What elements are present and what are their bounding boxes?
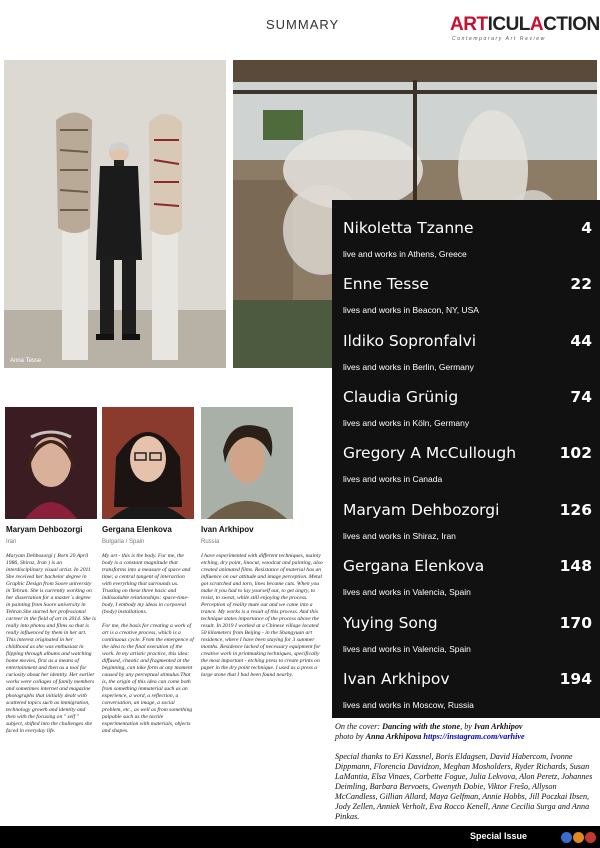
index-page-number: 4 xyxy=(581,219,592,237)
index-artist-location: live and works in Athens, Greece xyxy=(343,249,467,259)
index-entry[interactable] xyxy=(343,501,595,541)
index-artist-location: lives and works in Canada xyxy=(343,474,443,484)
portrait-illustration xyxy=(5,407,97,519)
index-entry[interactable] xyxy=(343,444,595,484)
index-page-number: 44 xyxy=(570,332,592,350)
index-entry[interactable] xyxy=(343,275,595,315)
magazine-logo[interactable]: ARTICULACTION xyxy=(450,14,600,35)
index-entry[interactable] xyxy=(343,614,595,654)
artist-name: Maryam Dehbozorgi xyxy=(6,525,83,534)
index-page-number: 74 xyxy=(570,388,592,406)
index-artist-location: lives and works in Valencia, Spain xyxy=(343,587,471,597)
index-artist-name[interactable]: Ivan Arkhipov xyxy=(343,670,450,688)
photo-caption: Anna Tesse xyxy=(10,358,42,364)
index-entry[interactable] xyxy=(343,219,595,259)
portrait-illustration xyxy=(102,407,194,519)
index-page-number: 102 xyxy=(559,444,592,462)
index-artist-name[interactable]: Nikoletta Tzanne xyxy=(343,219,474,237)
artist-gallery-photo xyxy=(4,60,226,368)
index-artist-location: lives and works in Moscow, Russia xyxy=(343,700,474,710)
index-page-number: 148 xyxy=(559,557,592,575)
index-artist-name[interactable]: Claudia Grünig xyxy=(343,388,459,406)
index-page-number: 170 xyxy=(559,614,592,632)
logo-tagline: Contemporary Art Review xyxy=(452,36,546,42)
portrait-maryam-dehbozorgi xyxy=(5,407,97,519)
gallery-illustration xyxy=(4,60,226,368)
index-page-number: 22 xyxy=(570,275,592,293)
special-thanks: Special thanks to Eri Kassnel, Boris Eldagsen, David Habercom, Ivonne Dippmann, Florencia Davidzon, Meghan Mosholders, Ryder Richards, Susan LaMantia, Elsa Vinaes, Corbette Fogue, Julia Lekvova, Alon Peretz, Johannes Deimling, Barbara Bervoets, Gwenyth Dobie, Viktor Freŝo, Allyson McCandless, Gillian Allard, Maya Gelfman, Annie Hobbs, Jill Poczkai Ibsen, Jody Zellen, Anniek Verholt, Eva Rocco Kenell, Anne Cecilia Surga and Anna Pinkas. xyxy=(335,752,593,821)
artist-column-maryam xyxy=(6,525,96,735)
index-artist-location: lives and works in Köln, Germany xyxy=(343,418,470,428)
page-header xyxy=(0,0,600,52)
footer-bar xyxy=(0,826,600,848)
index-entry[interactable] xyxy=(343,388,595,428)
red-dot-icon xyxy=(585,832,596,843)
portrait-illustration xyxy=(201,407,293,519)
special-issue-label: Special Issue xyxy=(470,831,528,841)
cover-credit: On the cover: Dancing with the stone, by Ivan Arkhipov photo by Anna Arkhipova https://instagram.com/varhive xyxy=(335,722,525,741)
index-artist-name[interactable]: Enne Tesse xyxy=(343,275,429,293)
portrait-gergana-elenkova xyxy=(102,407,194,519)
index-page-number: 194 xyxy=(559,670,592,688)
index-artist-location: lives and works in Berlin, Germany xyxy=(343,362,474,372)
index-artist-name[interactable]: Gergana Elenkova xyxy=(343,557,485,575)
artist-location: Russia xyxy=(201,539,220,545)
index-artist-name[interactable]: Yuying Song xyxy=(343,614,438,632)
index-entry[interactable] xyxy=(343,332,595,372)
index-artist-name[interactable]: Maryam Dehbozorgi xyxy=(343,501,500,519)
index-entry[interactable] xyxy=(343,670,595,710)
artist-name: Ivan Arkhipov xyxy=(201,525,254,534)
index-entry[interactable] xyxy=(343,557,595,597)
index-page-number: 126 xyxy=(559,501,592,519)
orange-dot-icon xyxy=(573,832,584,843)
artist-column-gergana xyxy=(102,525,194,735)
instagram-link[interactable]: https://instagram.com/varhive xyxy=(423,732,525,741)
artist-bio: My art - this is the body. For me, the body is a constant magnitude that transforms into a measure of space and time; a central tangent of interaction with everything that surrounds us. Trusting on these three basic and indissoluble relationships: space-time-body, I embody my ideas in corporeal (body) installations. xyxy=(102,553,191,615)
contents-index xyxy=(332,200,600,718)
artist-bio-continued: For me, the basis for creating a work of art is a creative process, which is a continuous cycle. From the emergence of the idea to the final execution of the work. In my artistic practice, this idea: diffused, chaotic and fragmented at the beginning, can take form at any moment caused by any perceptual stimulus.That is, the origin of this idea can come both from something immaterial such as an experience, a word, a reflection, a conversation, an image, a social problem, etc., as well as from something palpable such as the tactile experimentation with materials, objects and shapes. xyxy=(102,623,194,734)
index-artist-name[interactable]: Ildiko Sopronfalvi xyxy=(343,332,477,350)
artist-location: Iran xyxy=(6,539,17,545)
artist-name: Gergana Elenkova xyxy=(102,525,172,534)
index-artist-location: lives and works in Shiraz, Iran xyxy=(343,531,456,541)
artist-bio: Maryam Dehbozorgi ( Born 20 April 1986, Shiraz, Iran ) is an interdisciplinary visual artist. In 2011 She received her bachelor degree in Graphic Design from Soore university in Tehran. She is currently working on her dissertation for a master`s degree in painting from Soore university in Tehran.She started her professional carreer in the field of art in 2014. She is really into photos and films so that is really influenced by them in her art. This interest originated in her childhood as she was enthusiast in flipping through albums and watching home movies, first as a means of entertainment and then as a tool for curiosity about her identity. Her earlier works were collages of family members and sometimes internet and magazine photographs that initially dealt with scattered topics such as immigration, technology growth and identity and then with the focusing on " self " subject, shifted into the challenges she faced in everyday life. xyxy=(6,553,96,734)
portrait-ivan-arkhipov xyxy=(201,407,293,519)
artist-bio: I have experimented with different techniques, mainly etching, dry point, linocut, woodcut and painting, also created animated films. Resistance of material has an influence on our attitude and image perception. Metal got scratched and torn, lines became cuts. When you make it you had to lay yourself out, to get angry, to resist, to sweat, while still enjoying the process. Perception of reality mute out and we came into a trance. My works is a result of this process. And this technique states importance of the process above the result. In 2019 I worked at a Chinese village located 50 kilometers from Beijing - in the Shangyuan art residence, where I have been staying for 3 summer months. Residence lacked of necessary equipment for creative work in printmaking techniques, specifically the most important - etching press to create prints on paper in the dry point technique. I used as a press a large stone that I had been found nearby. xyxy=(201,553,323,678)
section-title: SUMMARY xyxy=(266,17,340,32)
artist-location: Bulgaria / Spain xyxy=(102,539,145,545)
index-artist-name[interactable]: Gregory A McCullough xyxy=(343,444,517,462)
blue-dot-icon xyxy=(561,832,572,843)
index-artist-location: lives and works in Valencia, Spain xyxy=(343,644,471,654)
artist-column-ivan xyxy=(201,525,325,679)
index-artist-location: lives and works in Beacon, NY, USA xyxy=(343,305,479,315)
